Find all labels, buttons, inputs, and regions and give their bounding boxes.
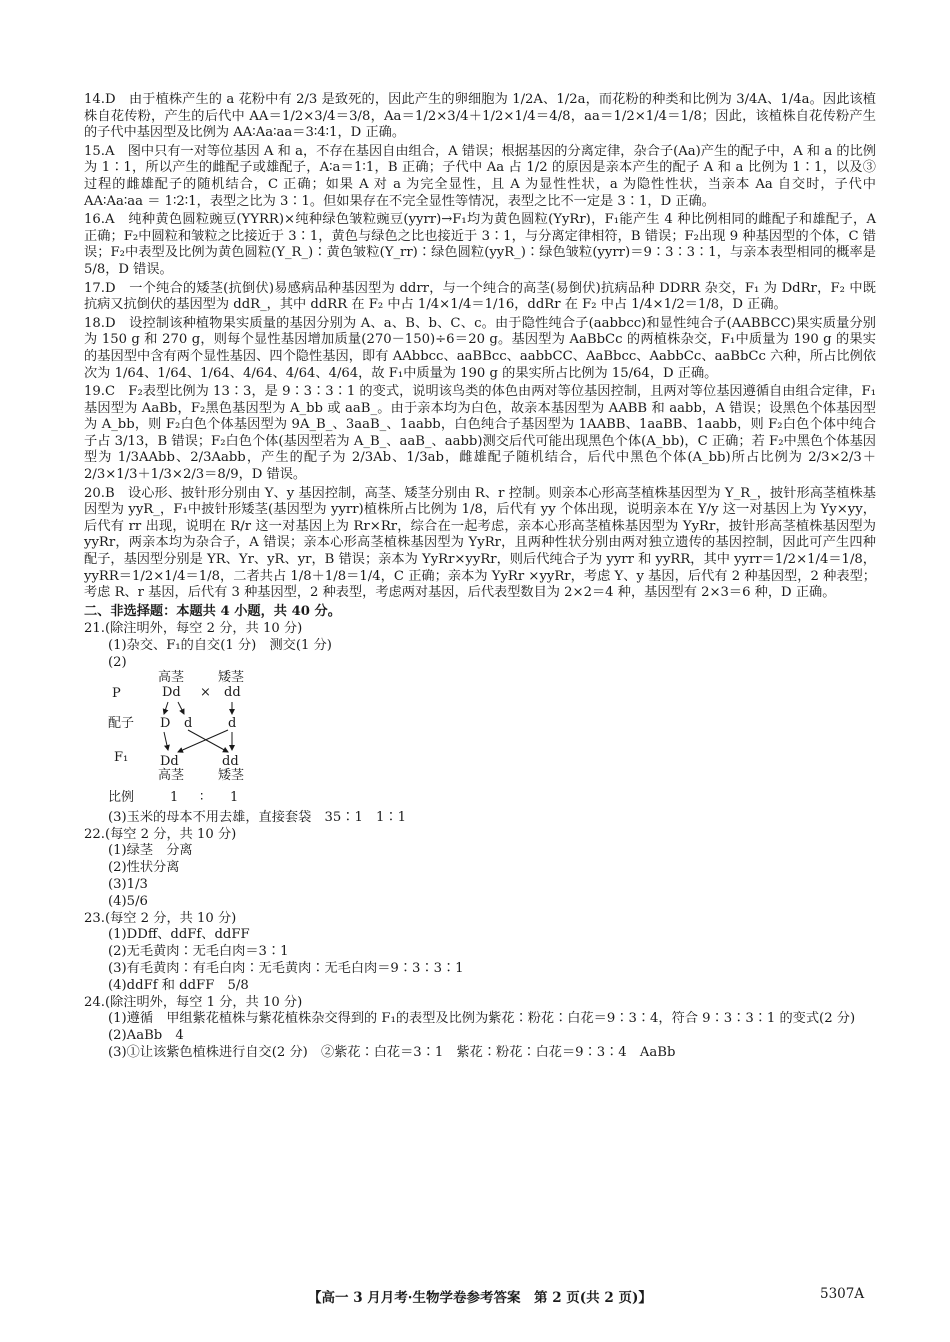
gamete-d: d — [184, 715, 193, 731]
label-p: P — [112, 685, 121, 701]
footer-code: 5307A — [820, 1286, 865, 1302]
offspring-Dd: Dd — [160, 753, 179, 769]
ratio-value-2: 1 — [230, 789, 239, 805]
ratio-value-1: 1 — [170, 789, 179, 805]
section-2-title: 二、非选择题：本题共 4 小题，共 40 分。 — [84, 603, 341, 619]
answer-23-part4: (4)ddFf 和 ddFF 5/8 — [108, 977, 249, 993]
arrow-dd-to-d — [178, 702, 184, 714]
answer-18: 18.D 设控制该种植物果实质量的基因分别为 A、a、B、b、C、c。由于隐性纯合子(aabbcc)和显性纯合子(AABBCC)果实质量分别为 150 g 和 270 g，则每个显性基因增加质量(270－150)÷6＝20 g。基因型为 AaBbCc 的两植株杂交，F₁中质量为 190 g 的果实的基因型中含有两个显性基因、四个隐性基因，即有 AAbbcc、aaBBcc、aabbCC、AaBbcc、AabbCc、aaBbCc 六种，所占比例依次为 1/64、1/64、1/64、4/64、4/64、4/64，故 F₁中质量为 190 g 的果实所占比例为 15/64，D 正确。 — [84, 315, 876, 381]
cross-sign: × — [200, 684, 211, 700]
label-gametes: 配子 — [108, 715, 135, 731]
ratio-colon: ∶ — [200, 789, 204, 805]
parent-2-genotype: dd — [224, 684, 241, 700]
answer-24-part1: (1)遵循 甲组紫花植株与紫花植株杂交得到的 F₁的表型及比例为紫花∶粉花∶白花＝9∶3∶4，符合 9∶3∶3∶1 的变式(2 分) — [108, 1011, 856, 1027]
answer-23 — [84, 911, 876, 995]
answer-22-part4: (4)5/6 — [108, 893, 148, 909]
answer-21-head: 21.(除注明外，每空 2 分，共 10 分) — [84, 621, 303, 637]
answer-22 — [84, 827, 876, 911]
answer-24-part2: (2)AaBb 4 — [108, 1028, 184, 1044]
offspring-dd: dd — [222, 753, 239, 769]
label-tall: 高茎 — [158, 669, 185, 685]
answer-page — [84, 92, 876, 1062]
answer-22-head: 22.(每空 2 分，共 10 分) — [84, 826, 237, 842]
answer-16: 16.A 纯种黄色圆粒豌豆(YYRR)×纯种绿色皱粒豌豆(yyrr)→F₁均为黄色圆粒(YyRr)，F₁能产生 4 种比例相同的雌配子和雄配子，A 正确；F₂中圆粒和皱粒之比接近于 3∶1，黄色与绿色之比也接近于 3∶1，与分离定律相符，B 错误；F₂出现 9 种基因型的个体，C 错误；F₂中表型及比例为黄色圆粒(Y_R_)∶黄色皱粒(Y_rr)∶绿色圆粒(yyR_)∶绿色皱粒(yyrr)＝9∶3∶3∶1，与亲本表型相同的概率是 5/8，D 错误。 — [84, 212, 876, 277]
arrow-dd-to-D — [164, 702, 168, 714]
answer-23-part3: (3)有毛黄肉∶有毛白肉∶无毛黄肉∶无毛白肉＝9∶3∶3∶1 — [108, 960, 464, 976]
gamete-D: D — [160, 715, 171, 731]
answer-24-part3: (3)①让该紫色植株进行自交(2 分) ②紫花∶白花＝3∶1 紫花∶粉花∶白花＝9∶3∶4 AaBb — [108, 1044, 676, 1060]
arrow-d2-to-Dd — [178, 730, 228, 752]
answer-23-part2: (2)无毛黄肉∶无毛白肉＝3∶1 — [108, 944, 289, 960]
arrow-D-to-Dd — [164, 732, 168, 750]
answer-21-part2: (2) — [108, 655, 127, 670]
answer-21-part3: (3)玉米的母本不用去雄，直接套袋 35∶1 1∶1 — [108, 809, 407, 825]
answer-14: 14.D 由于植株产生的 a 花粉中有 2/3 是致死的，因此产生的卵细胞为 1/2A、1/2a，而花粉的种类和比例为 3/4A、1/4a。因此该植株自花传粉，产生的后代中 AA＝1/2×3/4＝3/8，Aa＝1/2×3/4＋1/2×1/4＝4/8，aa＝1/2×1/4＝1/8；因此，该植株自花传粉产生的子代中基因型及比例为 AA∶Aa∶aa＝3∶4∶1，D 正确。 — [84, 92, 876, 141]
gamete-d-2: d — [228, 715, 237, 731]
cross-diagram — [108, 669, 368, 810]
answer-21-part1: (1)杂交、F₁的自交(1 分) 测交(1 分) — [108, 638, 332, 654]
answer-15: 15.A 图中只有一对等位基因 A 和 a，不存在基因自由组合，A 错误；根据基因的分离定律，杂合子(Aa)产生的配子中，A 和 a 的比例为 1∶1，所以产生的雌配子或雄配子，A∶a＝1∶1，B 正确；子代中 Aa 占 1/2 的原因是亲本产生的配子 A 和 a 比例为 1∶1，以及③过程的雌雄配子的随机结合，C 正确；如果 A 对 a 为完全显性，且 A 为显性性状，a 为隐性性状，当亲本 Aa 自交时，子代中 AA∶Aa∶aa ＝ 1∶2∶1，表型之比为 3∶1。但如果存在不完全显性等情况，表型之比不一定是 3∶1，D 正确。 — [84, 143, 876, 209]
answer-24-head: 24.(除注明外，每空 1 分，共 10 分) — [84, 994, 303, 1010]
offspring-Dd-trait: 高茎 — [158, 767, 185, 783]
answer-22-part3: (3)1/3 — [108, 876, 148, 892]
answer-22-part2: (2)性状分离 — [108, 860, 180, 876]
answer-17: 17.D 一个纯合的矮茎(抗倒伏)易感病品种基因型为 ddrr，与一个纯合的高茎(易倒伏)抗病品种 DDRR 杂交，F₁ 为 DdRr，F₂ 中既抗病又抗倒伏的基因型为 ddR_，其中 ddRR 在 F₂ 中占 1/4×1/4＝1/16，ddRr 在 F₂ 中占 1/4×1/2＝1/8，D 正确。 — [84, 280, 876, 313]
answer-21 — [84, 621, 876, 826]
answer-24 — [84, 995, 876, 1062]
answer-23-part1: (1)DDff、ddFf、ddFF — [108, 927, 250, 943]
answer-19: 19.C F₂表型比例为 13∶3，是 9∶3∶3∶1 的变式，说明该鸟类的体色由两对等位基因控制，且两对等位基因遵循自由组合定律，F₁基因型为 AaBb，F₂黑色基因型为 A_bb 或 aaB_。由于亲本均为白色，故亲本基因型为 AABB 和 aabb，A 错误；设黑色个体基因型为 A_bb，则 F₂白色个体基因型为 9A_B_、3aaB_、1aabb，白色纯合子基因型为 1AABB、1aaBB、1aabb，则 F₂白色个体中纯合子占 3/13，B 错误；F₂白色个体(基因型若为 A_B_、aaB_、aabb)测交后代可能出现黑色个体(A_bb)，C 正确；若 F₂中黑色个体基因型为 1/3AAbb、2/3Aabb，产生的配子为 2/3Ab、1/3ab，雌雄配子随机结合，后代中黑色个体(A_bb)所占比例为 2/3×2/3＋2/3×1/3＋1/3×2/3＝8/9，D 错误。 — [84, 384, 876, 483]
footer-title: 【高一 3 月月考·生物学卷参考答案 第 2 页(共 2 页)】 — [308, 1290, 652, 1306]
answer-22-part1: (1)绿茎 分离 — [108, 843, 193, 859]
answer-20: 20.B 设心形、披针形分别由 Y、y 基因控制，高茎、矮茎分别由 R、r 控制。则亲本心形高茎植株基因型为 Y_R_，披针形高茎植株基因型为 yyR_，F₁中披针形矮茎(基因型为 yyrr)植株所占比例为 1/8，后代有 yy 个体出现，说明亲本在 Y/y 这一对基因上为 Yy×yy，后代有 rr 出现，说明在 R/r 这一对基因上为 Rr×Rr，综合在一起考虑，亲本心形高茎植株基因型为 YyRr，披针形高茎植株基因型为 yyRr，两亲本均为杂合子，A 错误；亲本心形高茎植株基因型为 YyRr，且两种性状分别由两对独立遗传的基因控制，因此可产生四种配子，基因型分别是 YR、Yr、yR、yr，B 错误；亲本为 YyRr×yyRr，则后代纯合子为 yyrr 和 yyRR，其中 yyrr＝1/2×1/4＝1/8，yyRR＝1/2×1/4＝1/8，二者共占 1/8＋1/8＝1/4，C 正确；亲本为 YyRr ×yyRr，考虑 Y、y 基因，后代有 2 种基因型，2 种表型；考虑 R、r 基因，后代有 3 种基因型，2 种表型，考虑两对基因，后代表型数目为 2×2＝4 种，基因型有 2×3＝6 种，D 正确。 — [84, 485, 876, 601]
parent-1-genotype: Dd — [162, 684, 181, 700]
label-f1: F₁ — [114, 749, 129, 765]
label-ratio: 比例 — [108, 789, 135, 805]
offspring-dd-trait: 矮茎 — [218, 767, 245, 783]
arrow-d-to-dd — [188, 730, 228, 752]
answer-23-head: 23.(每空 2 分，共 10 分) — [84, 910, 237, 926]
label-short: 矮茎 — [218, 669, 245, 685]
